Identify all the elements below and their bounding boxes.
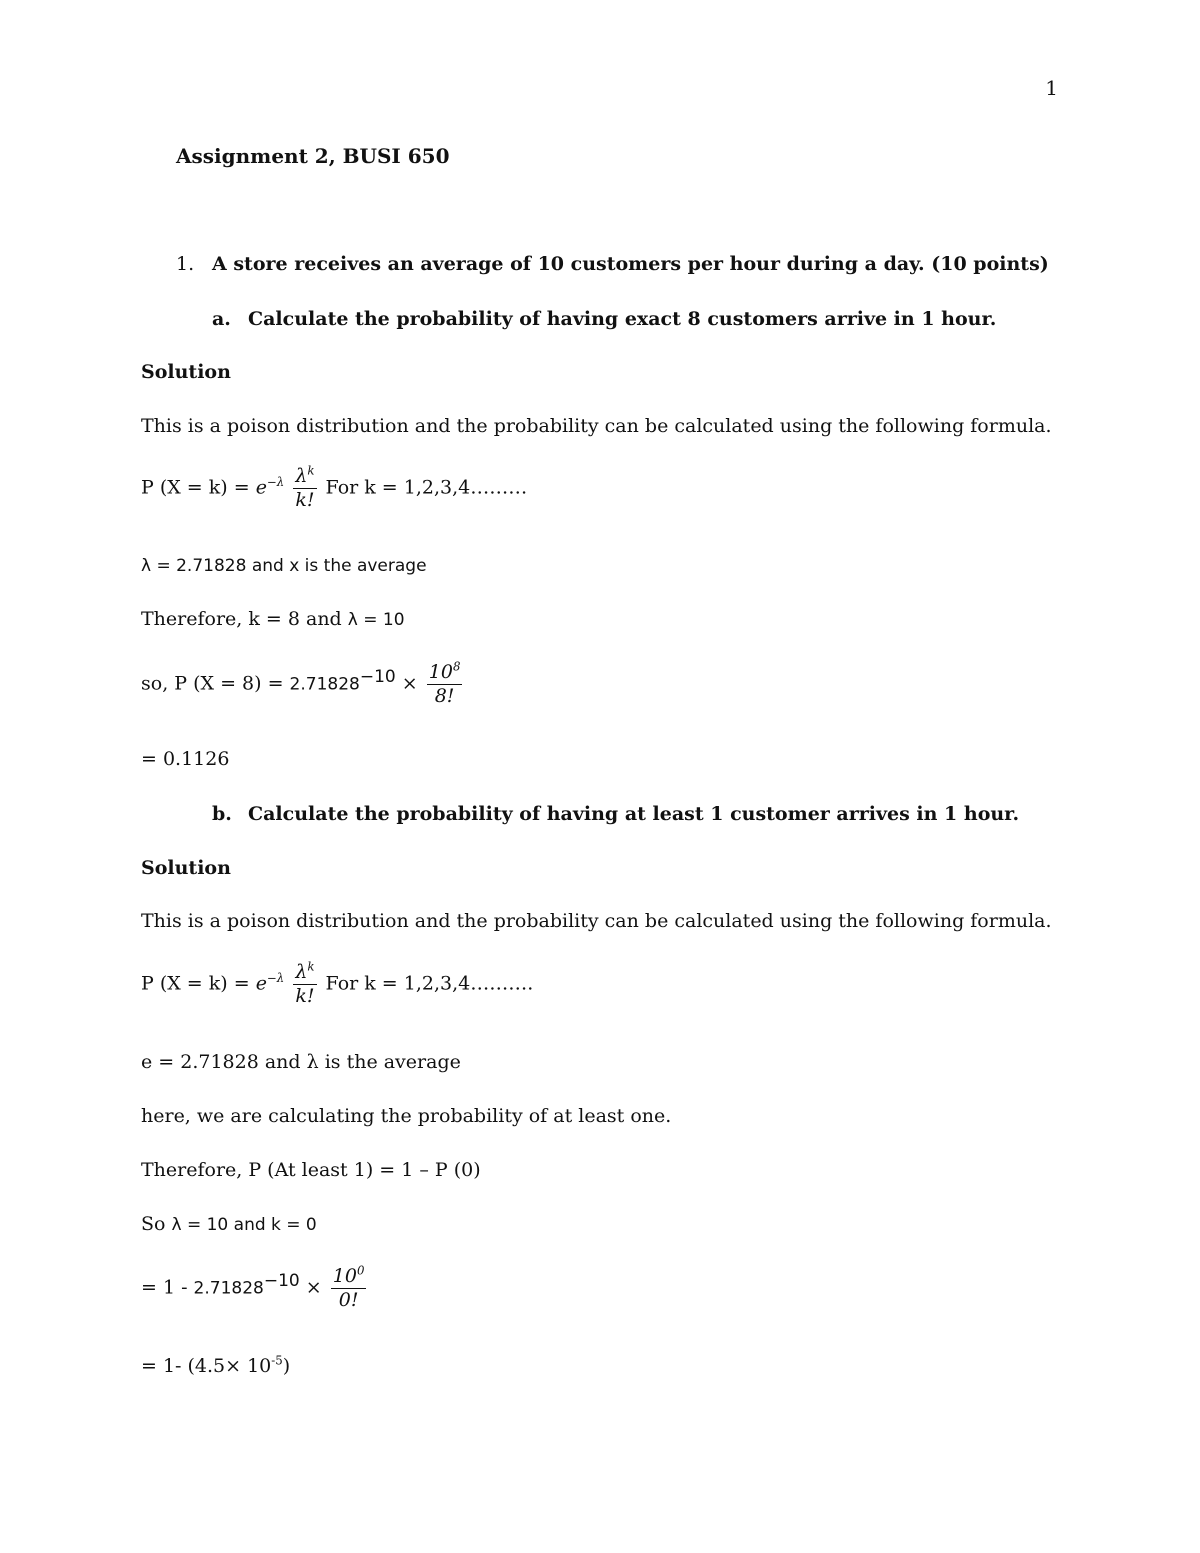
- so-prefix: So: [141, 1213, 172, 1235]
- question-number: 1.: [176, 253, 195, 275]
- therefore-lambda: λ = 10: [347, 610, 405, 630]
- at-least-note: here, we are calculating the probability of at least one.: [141, 1105, 672, 1127]
- formula-e-exponent: −λ: [266, 475, 285, 490]
- therefore-line-b: Therefore, P (At least 1) = 1 – P (0): [141, 1159, 481, 1181]
- calc-prefix: so, P (X = 8) =: [141, 672, 290, 695]
- formula-fraction: [293, 959, 316, 1007]
- poisson-formula-b: [141, 959, 534, 1007]
- document-title: Assignment 2, BUSI 650: [176, 144, 450, 168]
- formula-e: e: [255, 476, 267, 499]
- solution-intro-b: This is a poison distribution and the probability can be calculated using the following formula.: [141, 910, 1052, 932]
- formula-numerator-exponent: k: [307, 463, 315, 478]
- solution-heading-a: Solution: [141, 361, 231, 383]
- result-suffix: ): [282, 1355, 291, 1377]
- formula-denominator: k!: [295, 488, 315, 511]
- formula-fraction: [293, 463, 316, 511]
- page-number: 1: [1045, 76, 1058, 100]
- so-line-b: [141, 1213, 317, 1235]
- calc-exponent: −10: [359, 667, 396, 688]
- calculation-a: [141, 659, 465, 707]
- therefore-text: Therefore, k = 8 and: [141, 608, 348, 630]
- formula-prefix: P (X = k) =: [141, 476, 256, 499]
- part-a-question: Calculate the probability of having exact 8 customers arrive in 1 hour.: [248, 308, 997, 330]
- lambda-note: λ = 2.71828 and x is the average: [141, 556, 427, 576]
- calc-exponent: −10: [263, 1271, 300, 1292]
- question-text: A store receives an average of 10 customers per hour during a day. (10 points): [212, 253, 1049, 275]
- solution-heading-b: Solution: [141, 857, 231, 879]
- calc-numerator-exponent: 0: [356, 1263, 365, 1278]
- formula-numerator-exponent: k: [307, 959, 315, 974]
- result-a: = 0.1126: [141, 748, 230, 770]
- formula-suffix: For k = 1,2,3,4……….: [325, 972, 534, 995]
- formula-denominator: k!: [295, 984, 315, 1007]
- formula-e: e: [255, 972, 267, 995]
- formula-prefix: P (X = k) =: [141, 972, 256, 995]
- part-b-question: Calculate the probability of having at least 1 customer arrives in 1 hour.: [248, 803, 1020, 825]
- calc-fraction: [427, 659, 463, 707]
- calc-denominator: 8!: [434, 684, 455, 707]
- part-b-letter: b.: [212, 803, 232, 825]
- result-exponent: -5: [271, 1353, 283, 1368]
- calc-numerator: 10: [332, 1265, 357, 1287]
- calc-denominator: 0!: [338, 1288, 359, 1311]
- formula-suffix: For k = 1,2,3,4………: [325, 476, 528, 499]
- calc-fraction: [331, 1263, 367, 1311]
- result-b: [141, 1355, 290, 1377]
- formula-numerator: λ: [295, 961, 308, 983]
- calc-base: 2.71828: [289, 674, 360, 695]
- poisson-formula-a: [141, 463, 528, 511]
- formula-e-exponent: −λ: [266, 971, 285, 986]
- calc-prefix: = 1 -: [141, 1276, 194, 1299]
- calc-numerator: 10: [428, 661, 453, 683]
- therefore-line-a: [141, 608, 405, 630]
- result-prefix: = 1- (4.5× 10: [141, 1355, 272, 1377]
- formula-numerator: λ: [295, 465, 308, 487]
- calc-times: ×: [401, 672, 418, 695]
- calc-numerator-exponent: 8: [452, 659, 461, 674]
- calc-times: ×: [305, 1276, 322, 1299]
- e-note: e = 2.71828 and λ is the average: [141, 1051, 461, 1073]
- solution-intro-a: This is a poison distribution and the probability can be calculated using the following formula.: [141, 415, 1052, 437]
- calculation-b: [141, 1263, 369, 1311]
- so-values: λ = 10 and k = 0: [171, 1215, 317, 1235]
- part-a-letter: a.: [212, 308, 231, 330]
- calc-base: 2.71828: [193, 1278, 264, 1299]
